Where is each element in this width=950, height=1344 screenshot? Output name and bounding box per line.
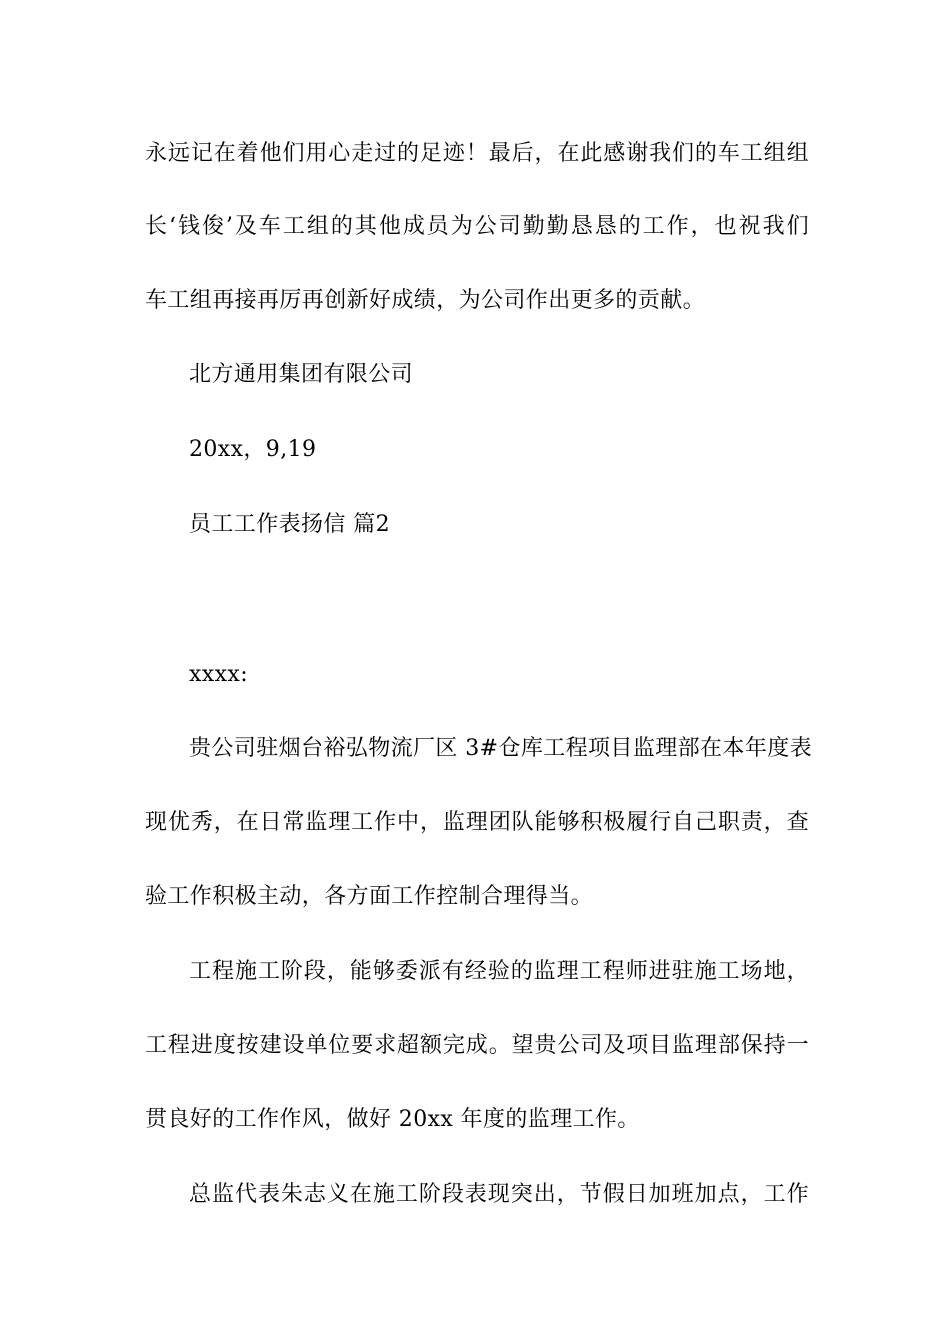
paragraph-line: 车工组再接再厉再创新好成绩，为公司作出更多的贡献。 — [145, 288, 706, 313]
section-heading: 员工工作表扬信 篇2 — [189, 512, 390, 537]
paragraph-line: 贯良好的工作作风，做好 20xx 年度的监理工作。 — [145, 1107, 640, 1132]
company-signature: 北方通用集团有限公司 — [189, 362, 414, 387]
paragraph-line: 长‘钱俊’及车工组的其他成员为公司勤勤恳恳的工作，也祝我们 — [145, 214, 809, 239]
paragraph-line: 工程进度按建设单位要求超额完成。望贵公司及项目监理部保持一 — [145, 1033, 809, 1058]
paragraph-line: 贵公司驻烟台裕弘物流厂区 3#仓库工程项目监理部在本年度表 — [189, 736, 813, 761]
paragraph-line: 总监代表朱志义在施工阶段表现突出，节假日加班加点，工作 — [189, 1182, 809, 1207]
paragraph-line: 验工作积极主动，各方面工作控制合理得当。 — [145, 884, 594, 909]
salutation: xxxx: — [189, 662, 249, 687]
paragraph-line: 永远记在着他们用心走过的足迹！最后，在此感谢我们的车工组组 — [145, 141, 809, 166]
paragraph-line: 现优秀，在日常监理工作中，监理团队能够积极履行自己职责，查 — [145, 810, 809, 835]
signature-date: 20xx，9,19 — [189, 437, 317, 462]
paragraph-line: 工程施工阶段，能够委派有经验的监理工程师进驻施工场地， — [189, 959, 809, 984]
